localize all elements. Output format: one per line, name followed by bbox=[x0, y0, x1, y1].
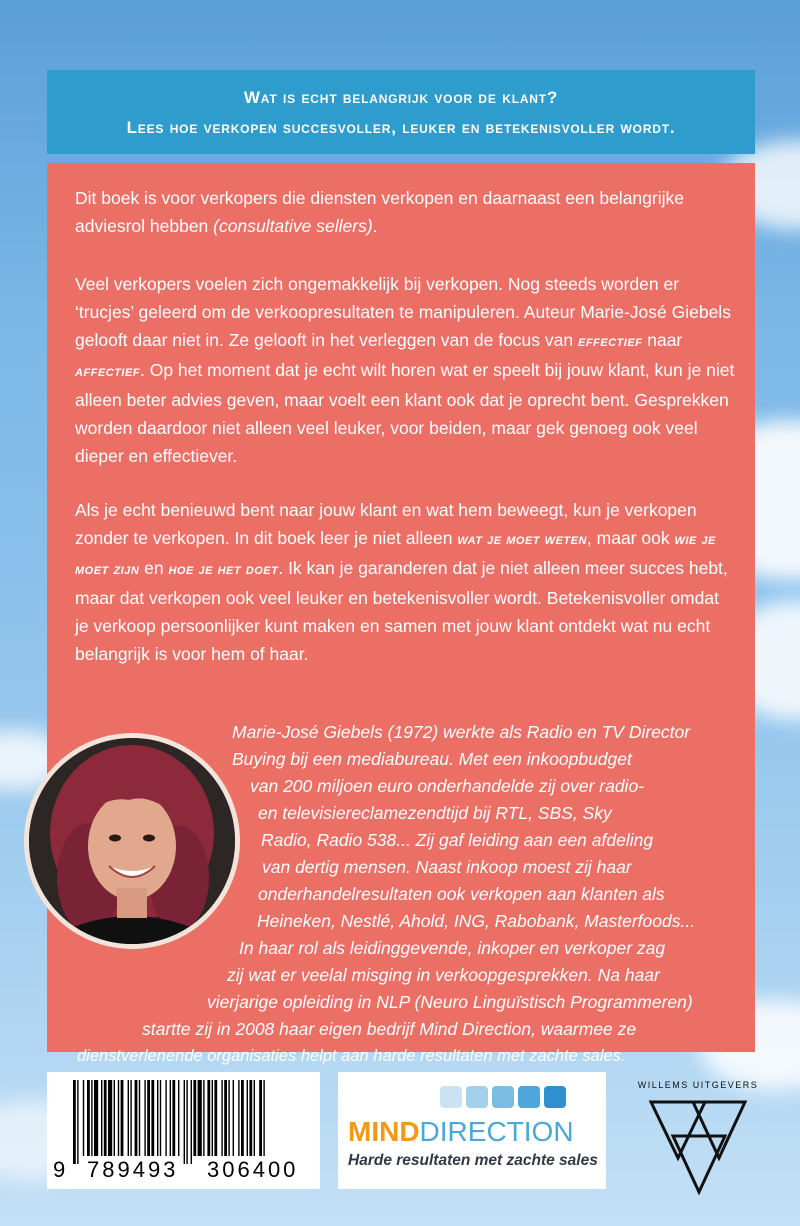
intro-end: . bbox=[372, 216, 378, 236]
affectief-term: affectief bbox=[75, 363, 140, 380]
barcode-bar bbox=[191, 1080, 192, 1164]
barcode-bar bbox=[135, 1080, 138, 1156]
barcode-bar bbox=[224, 1080, 227, 1156]
bio-line: Radio, Radio 538... Zij gaf leiding aan een afdeling bbox=[261, 830, 654, 850]
p2-text-a: Veel verkopers voelen zich ongemakkelijk bij verkopen. Nog steeds worden er ‘trucjes’ geleerd om de verkoopresultaten te manipuleren. Auteur Marie-José Giebels gelooft daar niet in. Ze gelooft in het verleggen van de focus van bbox=[75, 274, 731, 350]
banner-subtitle: Lees hoe verkopen succesvoller, leuker en betekenisvoller wordt. bbox=[126, 118, 676, 137]
logo-tagline: Harde resultaten met zachte sales bbox=[348, 1152, 598, 1169]
barcode-bar bbox=[193, 1080, 196, 1156]
barcode-bar bbox=[157, 1080, 158, 1156]
logo-direction: DIRECTION bbox=[419, 1116, 574, 1147]
logo-wordmark bbox=[348, 1116, 574, 1148]
paragraph-3 bbox=[75, 496, 735, 668]
barcode-bar bbox=[212, 1080, 213, 1156]
barcode-bar bbox=[172, 1080, 175, 1156]
barcode-bar bbox=[184, 1080, 185, 1164]
publisher-emblem-icon bbox=[633, 1094, 763, 1204]
barcode-bar bbox=[178, 1080, 179, 1156]
barcode-bar bbox=[207, 1080, 210, 1156]
logo-square bbox=[544, 1086, 566, 1108]
barcode-bar bbox=[121, 1080, 124, 1156]
intro-paragraph bbox=[75, 184, 735, 240]
barcode-bar bbox=[241, 1080, 244, 1156]
barcode-digits-right: 306400 bbox=[207, 1157, 299, 1182]
term-wat-je-moet-weten: wat je moet weten bbox=[457, 531, 587, 548]
barcode-bar bbox=[77, 1080, 78, 1164]
logo-square bbox=[518, 1086, 540, 1108]
barcode-bar bbox=[87, 1080, 90, 1156]
barcode-bar bbox=[165, 1080, 166, 1156]
barcode-bar bbox=[170, 1080, 171, 1156]
p3-text-b: , maar ook bbox=[586, 528, 675, 548]
p3-text-c: en bbox=[139, 558, 169, 578]
barcode-bar bbox=[108, 1080, 112, 1156]
barcode-bar bbox=[91, 1080, 92, 1156]
bio-line: zij wat er veelal misging in verkoopgesprekken. Na haar bbox=[227, 965, 660, 985]
barcode-bar bbox=[73, 1080, 76, 1164]
barcode-bar bbox=[221, 1080, 222, 1156]
barcode-bar bbox=[233, 1080, 234, 1156]
paragraph-2 bbox=[75, 270, 735, 470]
barcode-bar bbox=[247, 1080, 248, 1156]
author-portrait bbox=[29, 738, 235, 944]
barcode-bar bbox=[139, 1080, 140, 1156]
bio-line: van dertig mensen. Naast inkoop moest zij haar bbox=[262, 857, 632, 877]
barcode-bar bbox=[147, 1080, 150, 1156]
effectief-term: effectief bbox=[577, 333, 643, 350]
logo-mind: MIND bbox=[348, 1116, 420, 1147]
logo-square bbox=[492, 1086, 514, 1108]
bio-line: dienstverlenende organisaties helpt aan harde resultaten met zachte sales. bbox=[77, 1047, 626, 1065]
p3-text-d: . Ik kan je garanderen dat je niet alleen meer succes hebt, maar dat verkopen ook veel leuker en betekenisvoller wordt. Betekenisvoller omdat je verkoop persoonlijker kunt maken en samen met jouw klant ontdekt wat nu echt belangrijk is voor hem of haar. bbox=[75, 558, 728, 664]
barcode-bar bbox=[228, 1080, 229, 1156]
barcode-digit-prefix: 9 bbox=[53, 1157, 66, 1182]
barcode-bar bbox=[254, 1080, 255, 1156]
bio-line: startte zij in 2008 haar eigen bedrijf Mind Direction, waarmee ze bbox=[142, 1019, 637, 1039]
barcode-bar bbox=[186, 1080, 187, 1164]
p2-naar: naar bbox=[642, 330, 683, 350]
intro-italic: (consultative sellers) bbox=[213, 216, 373, 236]
banner-question: Wat is echt belangrijk voor de klant? bbox=[243, 88, 559, 107]
barcode-bar bbox=[114, 1080, 115, 1156]
logo-square bbox=[440, 1086, 462, 1108]
barcode-bar bbox=[198, 1080, 202, 1156]
barcode-bar bbox=[151, 1080, 154, 1156]
bio-line: van 200 miljoen euro onderhandelde zij over radio- bbox=[250, 776, 644, 796]
barcode-bar bbox=[160, 1080, 161, 1156]
bio-line: Heineken, Nestlé, Ahold, ING, Rabobank, Masterfoods... bbox=[257, 911, 696, 931]
mind-direction-logo bbox=[338, 1072, 606, 1189]
barcode-bar bbox=[118, 1080, 119, 1156]
bio-line: Buying bij een mediabureau. Met een inkoopbudget bbox=[232, 749, 632, 769]
header-banner bbox=[47, 70, 755, 154]
barcode-digits-left: 789493 bbox=[87, 1157, 179, 1182]
barcode-bar bbox=[104, 1080, 107, 1156]
bio-line: vierjarige opleiding in NLP (Neuro Linguïstisch Programmeren) bbox=[207, 992, 693, 1012]
intro-text: Dit boek is voor verkopers die diensten verkopen en daarnaast een belangrijke adviesrol hebben bbox=[75, 188, 684, 236]
barcode-bar bbox=[144, 1080, 145, 1156]
barcode-bar bbox=[203, 1080, 204, 1156]
barcode-bar bbox=[128, 1080, 129, 1156]
barcode-bar bbox=[263, 1080, 264, 1156]
bio-line: onderhandelresultaten ook verkopen aan klanten als bbox=[258, 884, 665, 904]
logo-square bbox=[466, 1086, 488, 1108]
barcode-bar bbox=[259, 1080, 262, 1156]
p3-text-a: Als je echt benieuwd bent naar jouw klant en wat hem beweegt, kun je verkopen zonder te verkopen. In dit boek leer je niet alleen bbox=[75, 500, 697, 548]
publisher-logo bbox=[633, 1072, 763, 1192]
bio-line: en televisiereclamezendtijd bij RTL, SBS, Sky bbox=[258, 803, 612, 823]
bio-line: In haar rol als leidinggevende, inkoper en verkoper zag bbox=[239, 938, 666, 958]
publisher-name: WILLEMS UITGEVERS bbox=[637, 1080, 759, 1090]
author-photo bbox=[24, 733, 240, 949]
barcode-bar bbox=[83, 1080, 84, 1156]
barcode-bar bbox=[101, 1080, 102, 1156]
barcode-bar bbox=[238, 1080, 239, 1156]
barcode-bar bbox=[94, 1080, 98, 1156]
term-hoe-je-het-doet: hoe je het doet bbox=[168, 561, 279, 578]
isbn-barcode bbox=[47, 1072, 320, 1189]
barcode-bar bbox=[214, 1080, 217, 1156]
barcode-bar bbox=[249, 1080, 252, 1156]
term-wie-je-moet-zijn: wie je moet zijn bbox=[75, 531, 716, 578]
barcode-bar bbox=[130, 1080, 131, 1156]
bio-line: Marie-José Giebels (1972) werkte als Radio en TV Director bbox=[232, 722, 691, 742]
p2-text-b: . Op het moment dat je echt wilt horen wat er speelt bij jouw klant, kun je niet alleen beter advies geven, maar voelt een klant ook dat je oprecht bent. Gesprekken worden daardoor niet alleen veel leuker, voor beiden, maar gek genoeg ook veel dieper en effectiever. bbox=[75, 360, 735, 466]
